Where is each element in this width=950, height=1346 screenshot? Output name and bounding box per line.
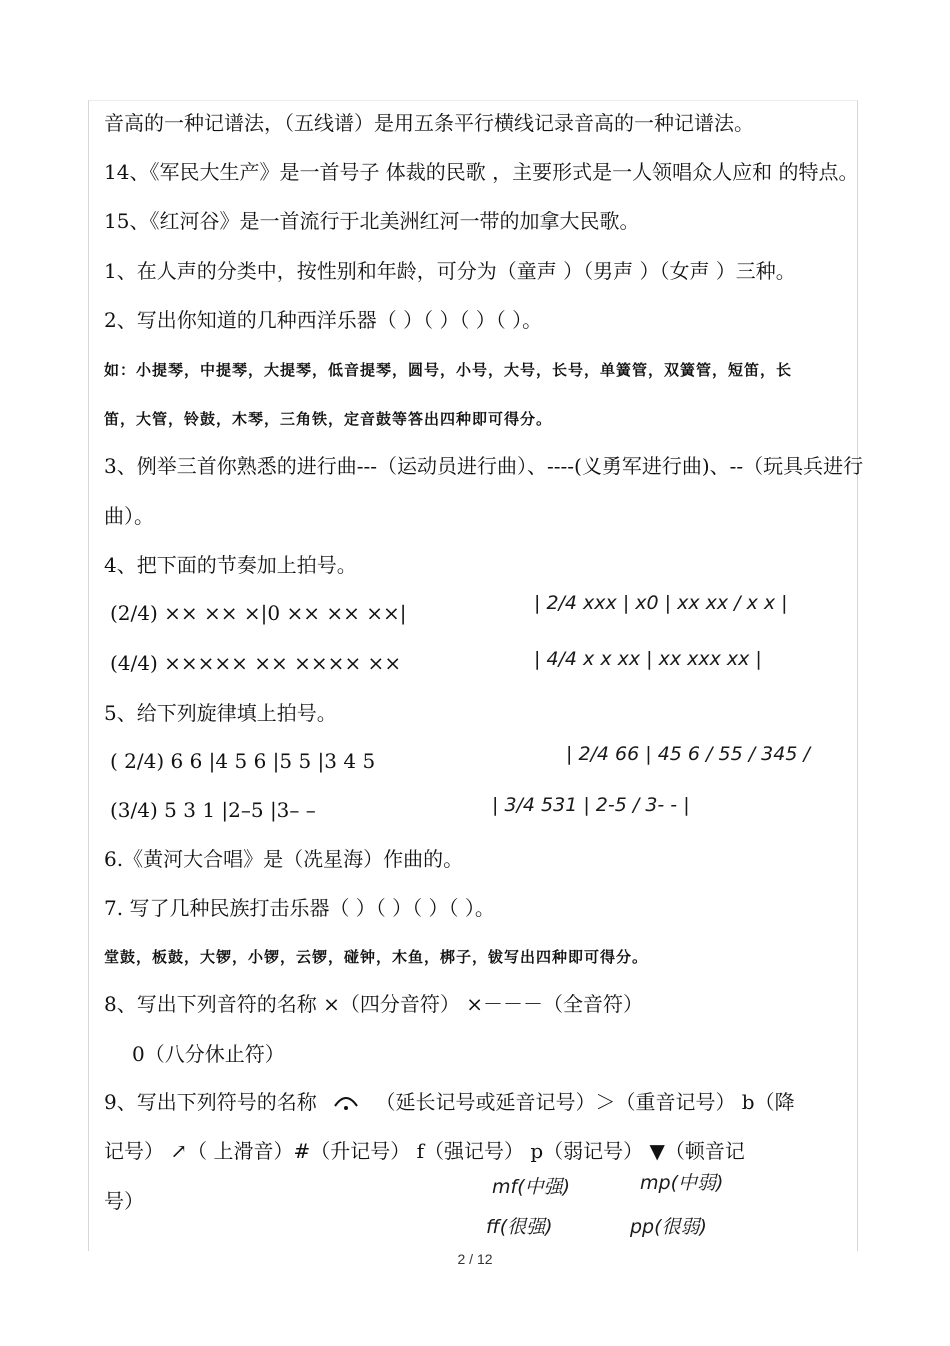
rhythm-line-2: (4/4) ××××× ×× ×××× ×× [110, 651, 402, 675]
question-7: 7. 写了几种民族打击乐器（ ）（ ）（ ）（ ）。 [104, 896, 495, 920]
page-number: 2 / 12 [457, 1251, 493, 1267]
text-line-1: 音高的一种记谱法，（五线谱）是用五条平行横线记录音高的一种记谱法。 [104, 111, 754, 135]
handwritten-answer-melody-2: | 3/4 531 | 2-5 / 3- - | [492, 794, 690, 816]
rhythm-line-1: (2/4) ×× ×× ×|0 ×× ×× ××| [110, 601, 407, 625]
answer-note-instruments-1: 如：小提琴，中提琴，大提琴，低音提琴，圆号，小号，大号，长号，单簧管，双簧管，短笛，长 [104, 361, 793, 379]
handwritten-mp: mp(中弱) [640, 1172, 724, 1194]
question-5: 5、给下列旋律填上拍号。 [104, 701, 337, 725]
handwritten-answer-rhythm-1: | 2/4 xxx | x0 | xx xx / x x | [534, 592, 788, 614]
melody-line-2: (3/4) 5 3 1 |2–5 |3– – [110, 798, 316, 822]
question-14: 14、《军民大生产》是一首号子 体裁的民歌 ，主要形式是一人领唱众人应和 的特点。 [104, 160, 859, 184]
question-1: 1、在人声的分类中，按性别和年龄，可分为（童声 ）（男声 ）（女声 ）三种。 [104, 259, 796, 283]
question-6: 6.《黄河大合唱》是（冼星海）作曲的。 [104, 847, 464, 871]
handwritten-mf: mf(中强) [492, 1176, 571, 1198]
question-3-cont: 曲）。 [104, 504, 154, 528]
handwritten-ff: ff(很强) [486, 1216, 553, 1238]
question-3: 3、例举三首你熟悉的进行曲---（运动员进行曲）、----(义勇军进行曲)、--（玩具兵进行 [104, 454, 864, 478]
question-9 [104, 1089, 795, 1115]
question-9-prompt: 9、写出下列符号的名称 [104, 1090, 317, 1114]
handwritten-answer-rhythm-2: | 4/4 x x xx | xx xxx xx | [534, 648, 762, 670]
melody-line-1: ( 2/4) 6 6 |4 5 6 |5 5 |3 4 5 [110, 749, 376, 773]
question-15: 15、《红河谷》是一首流行于北美洲红河一带的加拿大民歌。 [104, 209, 640, 233]
handwritten-answer-melody-1: | 2/4 66 | 45 6 / 55 / 345 / [566, 743, 810, 765]
answer-note-percussion: 堂鼓，板鼓，大锣，小锣，云锣，碰钟，木鱼，梆子，钹写出四种即可得分。 [104, 948, 649, 966]
answer-note-instruments-2: 笛，大管，铃鼓，木琴，三角铁，定音鼓等答出四种即可得分。 [104, 410, 553, 428]
question-9-cont: 记号） ↗（ 上滑音）#（升记号） f（强记号） p（弱记号） ▼（顿音记 [104, 1139, 745, 1163]
question-8: 8、写出下列音符的名称 ×（四分音符） ×－－－（全音符） [104, 992, 643, 1016]
fermata-icon [333, 1096, 359, 1112]
handwritten-pp: pp(很弱) [630, 1216, 707, 1238]
question-4: 4、把下面的节奏加上拍号。 [104, 553, 357, 577]
question-9-symbols: （延长记号或延音记号）＞（重音记号） b（降 [375, 1090, 795, 1114]
question-8-rest: 0（八分休止符） [132, 1042, 285, 1066]
question-2: 2、写出你知道的几种西洋乐器（ ）（ ）（ ）（ ）。 [104, 308, 543, 332]
question-9-end: 号） [104, 1189, 144, 1213]
